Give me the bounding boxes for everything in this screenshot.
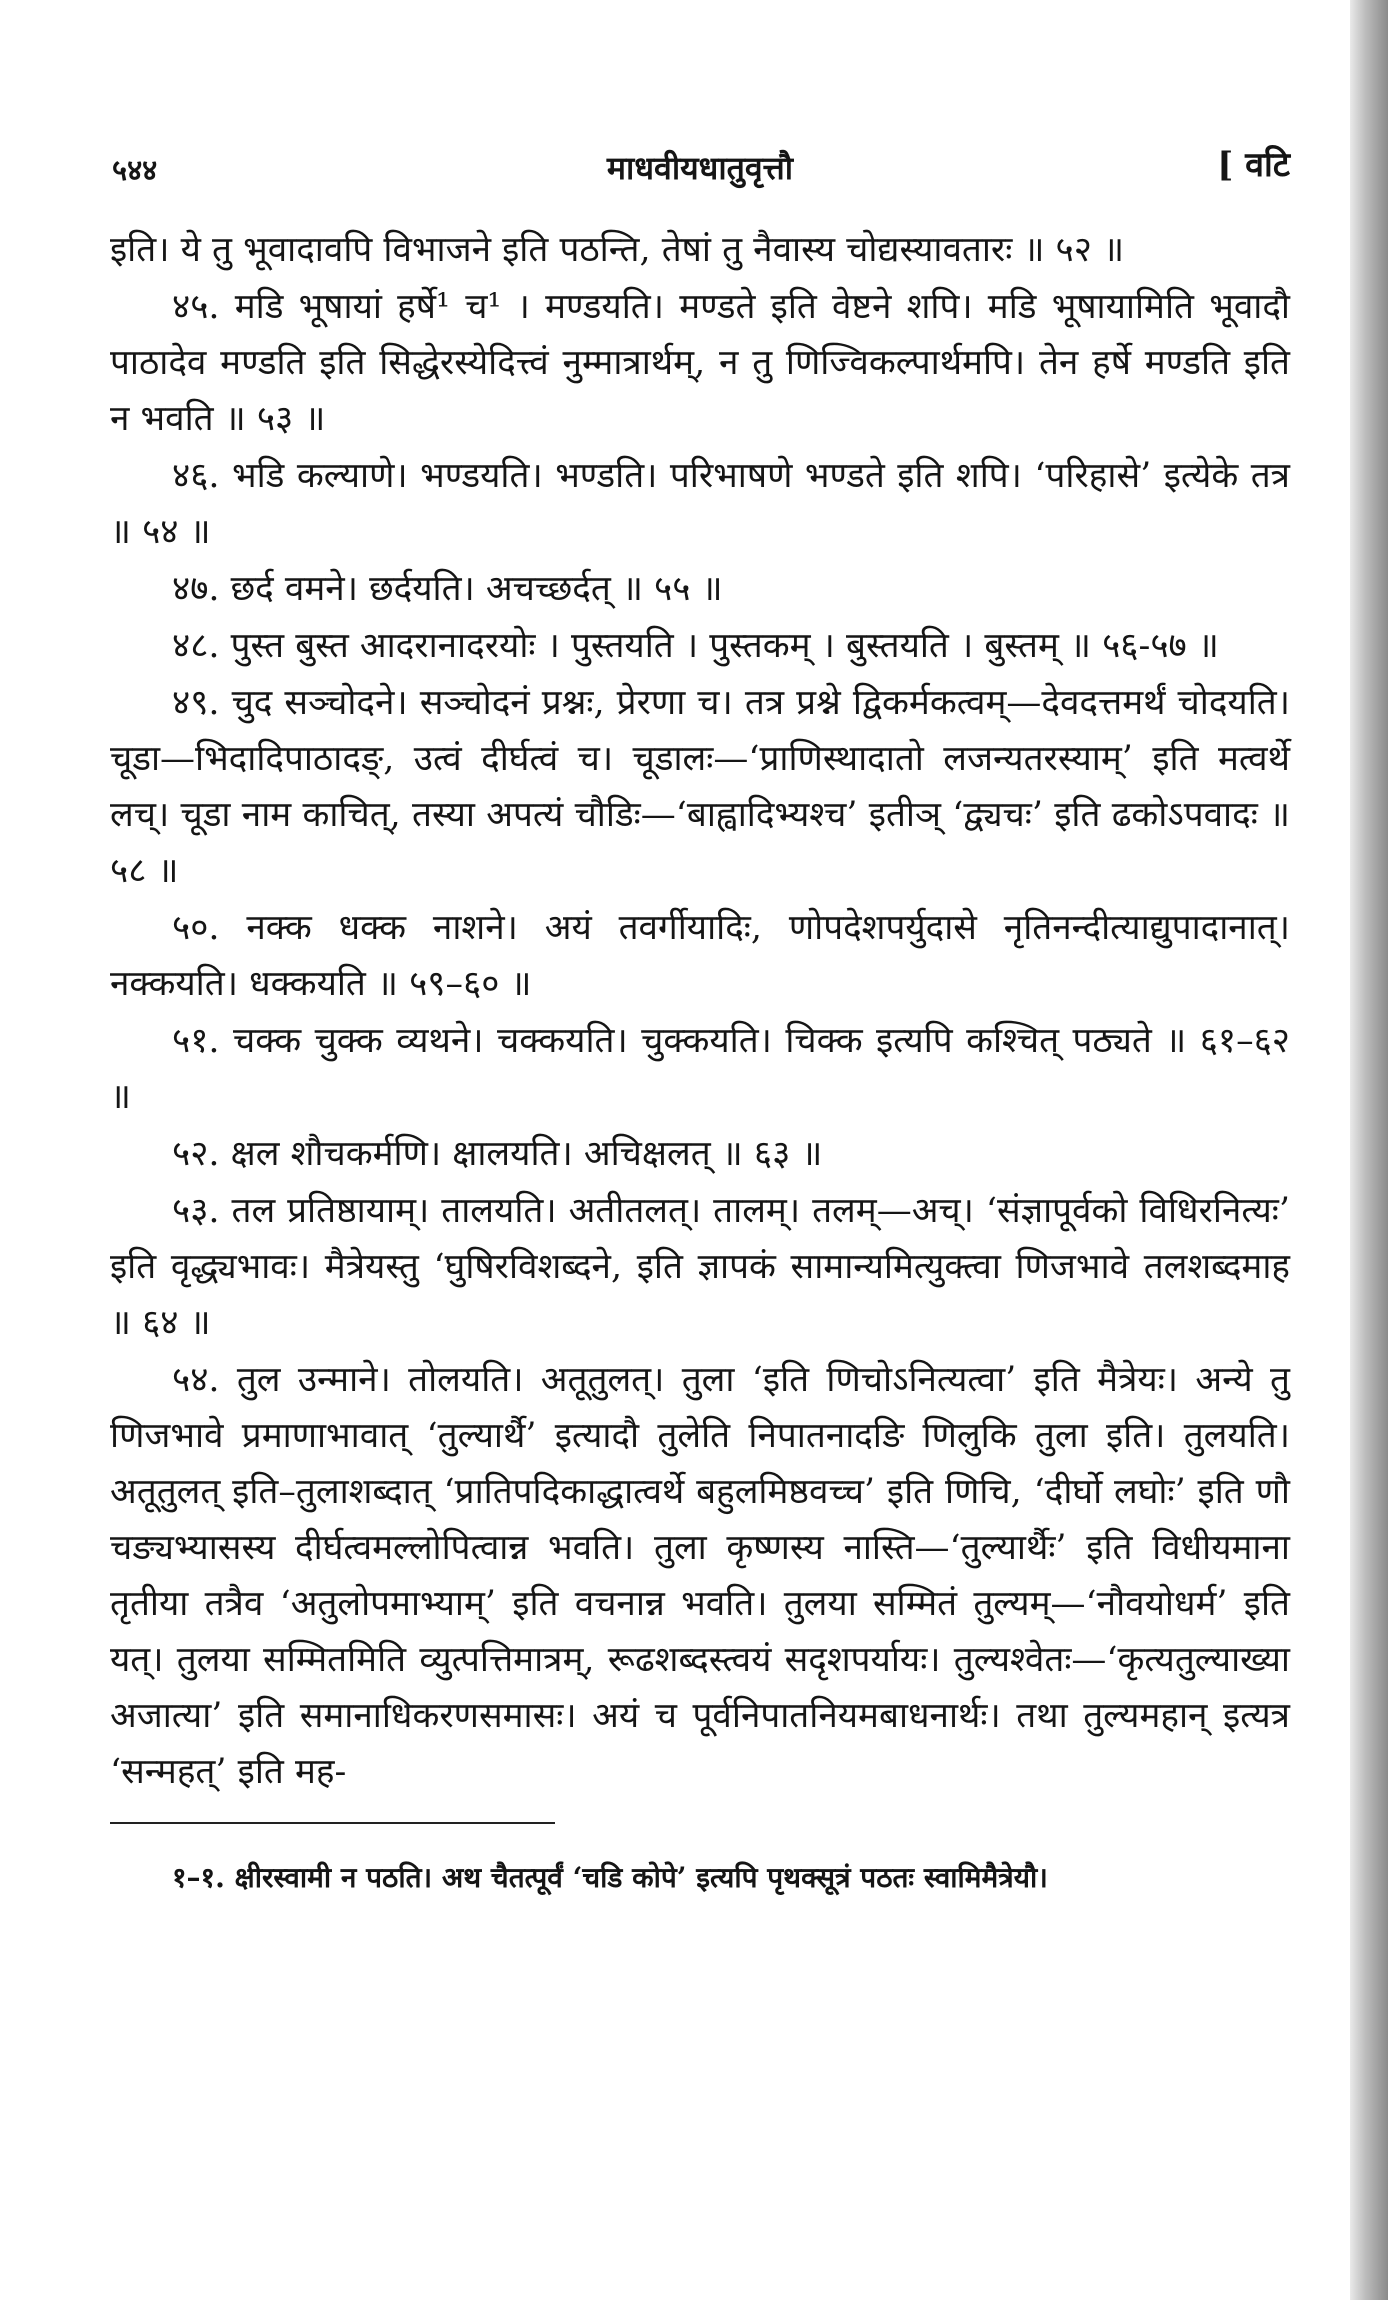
footnote-rule: [110, 1822, 555, 1824]
section-marker: [ वटि: [1217, 145, 1290, 185]
page: [110, 140, 1290, 1932]
paragraph: ५०. नक्क धक्क नाशने। अयं तवर्गीयादिः, णोपदेशपर्युदासे नृतिनन्दीत्याद्युपादानात्। नक्कयति। धक्कयति ॥ ५९–६० ॥: [110, 908, 1290, 1004]
paragraph: ५२. क्षल शौचकर्मणि। क्षालयति। अचिक्षलत् ॥ ६३ ॥: [172, 1134, 823, 1174]
paragraph: ५३. तल प्रतिष्ठायाम्। तालयति। अतीतलत्। तालम्। तलम्—अच्। ‘संज्ञापूर्वको विधिरनित्यः’ इति वृद्ध्यभावः। मैत्रेयस्तु ‘घुषिरविशब्दने, इति ज्ञापकं सामान्यमित्युक्त्वा णिजभावे तलशब्दमाह ॥ ६४ ॥: [110, 1191, 1290, 1343]
paragraph: ४७. छर्द वमने। छर्दयति। अचच्छर्दत् ॥ ५५ ॥: [172, 569, 723, 609]
paragraph: ४८. पुस्त बुस्त आदरानादरयोः । पुस्तयति । पुस्तकम् । बुस्तयति । बुस्तम् ॥ ५६-५७ ॥: [172, 626, 1219, 666]
page-number: ५४४: [112, 153, 158, 187]
running-title: माधवीयधातुवृत्तौ: [606, 149, 794, 187]
paragraph: ५४. तुल उन्माने। तोलयति। अतूतुलत्। तुला ‘इति णिचोऽनित्यत्वा’ इति मैत्रेयः। अन्ये तु णिजभावे प्रमाणाभावात् ‘तुल्यार्थै’ इत्यादौ तुलेति निपातनादङि णिलुकि तुला इति। तुलयति। अतूतुलत् इति–तुलाशब्दात् ‘प्रातिपदिकाद्धात्वर्थे बहुलमिष्ठवच्च’ इति णिचि, ‘दीर्घो लघोः’ इति णौ चङ्यभ्यासस्य दीर्घत्वमल्लोपित्वान्न भवति। तुला कृष्णस्य नास्ति—‘तुल्यार्थैः’ इति विधीयमाना तृतीया तत्रैव ‘अतुलोपमाभ्याम्’ इति वचनान्न भवति। तुलया सम्मितं तुल्यम्—‘नौवयोधर्म’ इति यत्। तुलया सम्मितमिति व्युत्पत्तिमात्रम्, रूढशब्दस्त्वयं सदृशपर्यायः। तुल्यश्वेतः—‘कृत्यतुल्याख्या अजात्या’ इति समानाधिकरणसमासः। अयं च पूर्वनिपातनियमबाधनार्थः। तथा तुल्यमहान् इत्यत्र ‘सन्महत्’ इति मह-: [110, 1360, 1290, 1792]
paragraph: ४९. चुद सञ्चोदने। सञ्चोदनं प्रश्नः, प्रेरणा च। तत्र प्रश्ने द्विकर्मकत्वम्—देवदत्तमर्थं चोदयति। चूडा—भिदादिपाठादङ्, उत्वं दीर्घत्वं च। चूडालः—‘प्राणिस्थादातो लजन्यतरस्याम्’ इति मत्वर्थे लच्। चूडा नाम काचित्, तस्या अपत्यं चौडिः—‘बाह्वादिभ्यश्च’ इतीञ् ‘द्व्यचः’ इति ढकोऽपवादः ॥ ५८ ॥: [110, 683, 1290, 891]
paragraph: ४५. मडि भूषायां हर्षे¹ च¹ । मण्डयति। मण्डते इति वेष्टने शपि। मडि भूषायामिति भूवादौ पाठादेव मण्डति इति सिद्धेरस्येदित्त्वं नुम्मात्रार्थम्, न तु णिज्विकल्पार्थमपि। तेन हर्षे मण्डति इति न भवति ॥ ५३ ॥: [110, 287, 1290, 439]
running-header: [110, 140, 1290, 200]
footnote: १–१. क्षीरस्वामी न पठति। अथ चैतत्पूर्वं ‘चडि कोपे’ इत्यपि पृथक्सूत्रं पठतः स्वामिमैत्रेयौ।: [172, 1861, 1048, 1894]
paragraph: ५१. चक्क चुक्क व्यथने। चक्कयति। चुक्कयति। चिक्क इत्यपि कश्चित् पठ्यते ॥ ६१–६२ ॥: [110, 1021, 1290, 1117]
book-gutter-shadow: [1350, 0, 1388, 2300]
paragraph: इति। ये तु भूवादावपि विभाजने इति पठन्ति, तेषां तु नैवास्य चोद्यस्यावतारः ॥ ५२ ॥: [110, 230, 1125, 270]
main-text: [110, 222, 1290, 1800]
paragraph: ४६. भडि कल्याणे। भण्डयति। भण्डति। परिभाषणे भण्डते इति शपि। ‘परिहासे’ इत्येके तत्र ॥ ५४ ॥: [110, 456, 1290, 552]
